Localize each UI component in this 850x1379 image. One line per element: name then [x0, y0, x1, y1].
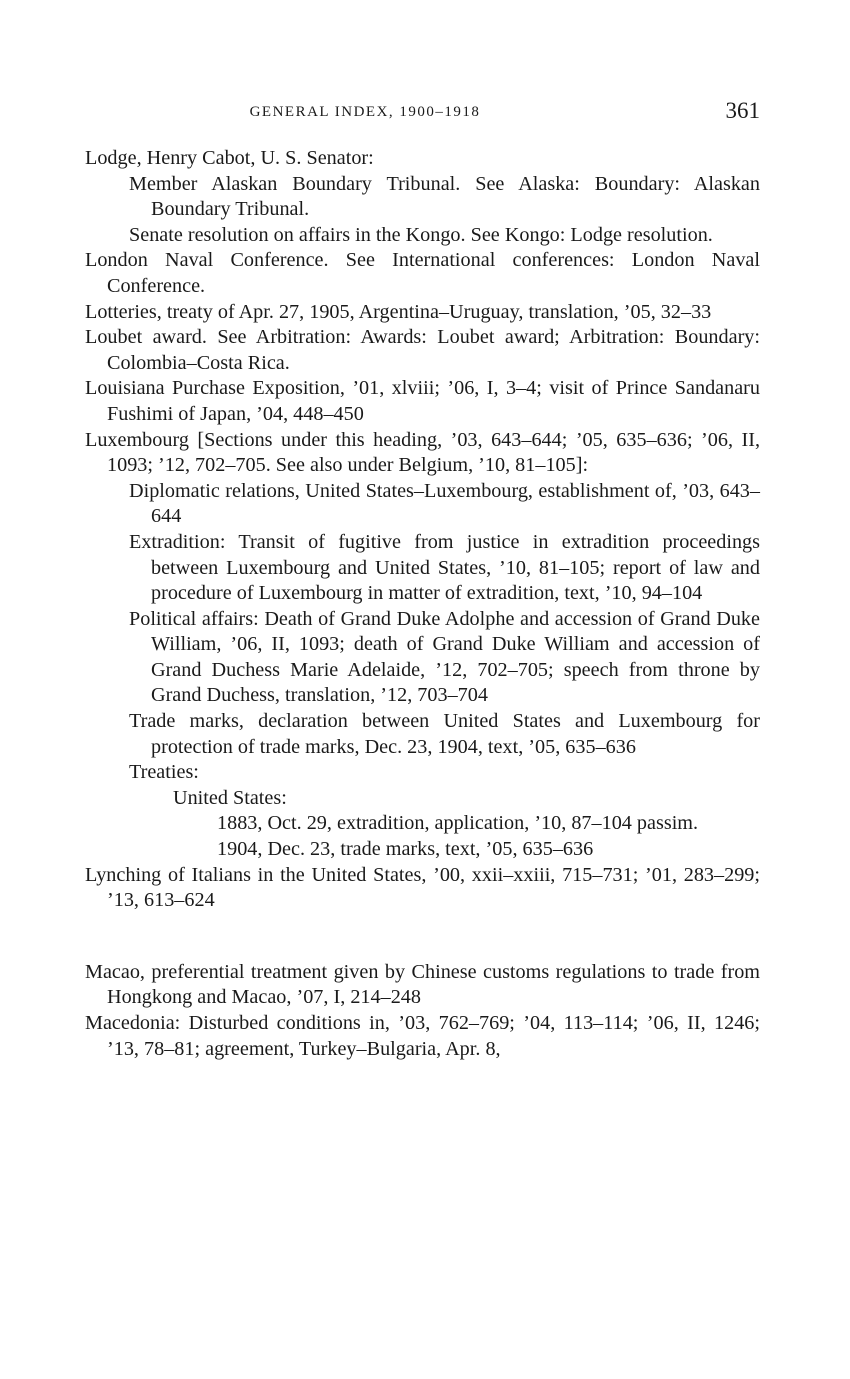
index-subentry: Senate resolution on affairs in the Kongo. See Kongo: Lodge resolution. — [129, 223, 713, 246]
index-subentry: Treaties: — [129, 761, 199, 784]
index-subentry: Extradition: Transit of fugitive from justice in extradition proceedings between Luxembourg and United States, ’10, 81–105; report of law and procedure of Luxembourg in matter of extradition, text, ’10, 94–104 — [129, 530, 760, 605]
index-subentry: Trade marks, declaration between United States and Luxembourg for protection of trade marks, Dec. 23, 1904, text, ’05, 635–636 — [129, 710, 760, 758]
index-subentry: Diplomatic relations, United States–Luxembourg, establishment of, ’03, 643–644 — [129, 479, 760, 528]
index-entry: Macao, preferential treatment given by Chinese customs regulations to trade from Hongkong and Macao, ’07, I, 214–248 — [85, 960, 760, 1009]
index-treaty-entry: 1883, Oct. 29, extradition, application, ’10, 87–104 passim. — [217, 812, 699, 835]
index-entry: Louisiana Purchase Exposition, ’01, xlviii; ’06, I, 3–4; visit of Prince Sandanaru Fushimi of Japan, ’04, 448–450 — [85, 377, 760, 425]
index-entry: Lynching of Italians in the United States, ’00, xxii–xxiii, 715–731; ’01, 283–299; ’13, 613–624 — [85, 863, 760, 912]
index-entry: Macedonia: Disturbed conditions in, ’03, 762–769; ’04, 113–114; ’06, II, 1246; ’13, 78–81; agreement, Turkey–Bulgaria, Apr. 8, — [85, 1012, 760, 1060]
running-head — [85, 100, 760, 130]
index-entry: Lotteries, treaty of Apr. 27, 1905, Argentina–Uruguay, translation, ’05, 32–33 — [85, 300, 712, 323]
index-subentry: Political affairs: Death of Grand Duke Adolphe and accession of Grand Duke William, ’06, II, 1093; death of Grand Duke William and accession of Grand Duchess Marie Adelaide, ’12, 702–705; speech from throne by Grand Duchess, translation, ’12, 703–704 — [129, 607, 760, 707]
index-page — [85, 100, 760, 1062]
index-entry: Loubet award. See Arbitration: Awards: Loubet award; Arbitration: Boundary: Colombia–Costa Rica. — [85, 326, 760, 374]
index-entries — [85, 146, 760, 1062]
index-entry: Luxembourg [Sections under this heading, ’03, 643–644; ’05, 635–636; ’06, II, 1093; ’12, 702–705. See also under Belgium, ’10, 81–105]: — [85, 428, 760, 477]
page-number: 361 — [725, 98, 760, 123]
index-treaty-entry: 1904, Dec. 23, trade marks, text, ’05, 635–636 — [217, 838, 594, 861]
index-entry: London Naval Conference. See International conferences: London Naval Conference. — [85, 249, 760, 297]
index-subentry: Member Alaskan Boundary Tribunal. See Alaska: Boundary: Alaskan Boundary Tribunal. — [129, 172, 760, 221]
index-entry: Lodge, Henry Cabot, U. S. Senator: — [85, 147, 374, 169]
letter-group-gap — [85, 914, 760, 960]
running-title: GENERAL INDEX, 1900–1918 — [249, 104, 481, 120]
index-subsubentry: United States: — [173, 786, 287, 809]
